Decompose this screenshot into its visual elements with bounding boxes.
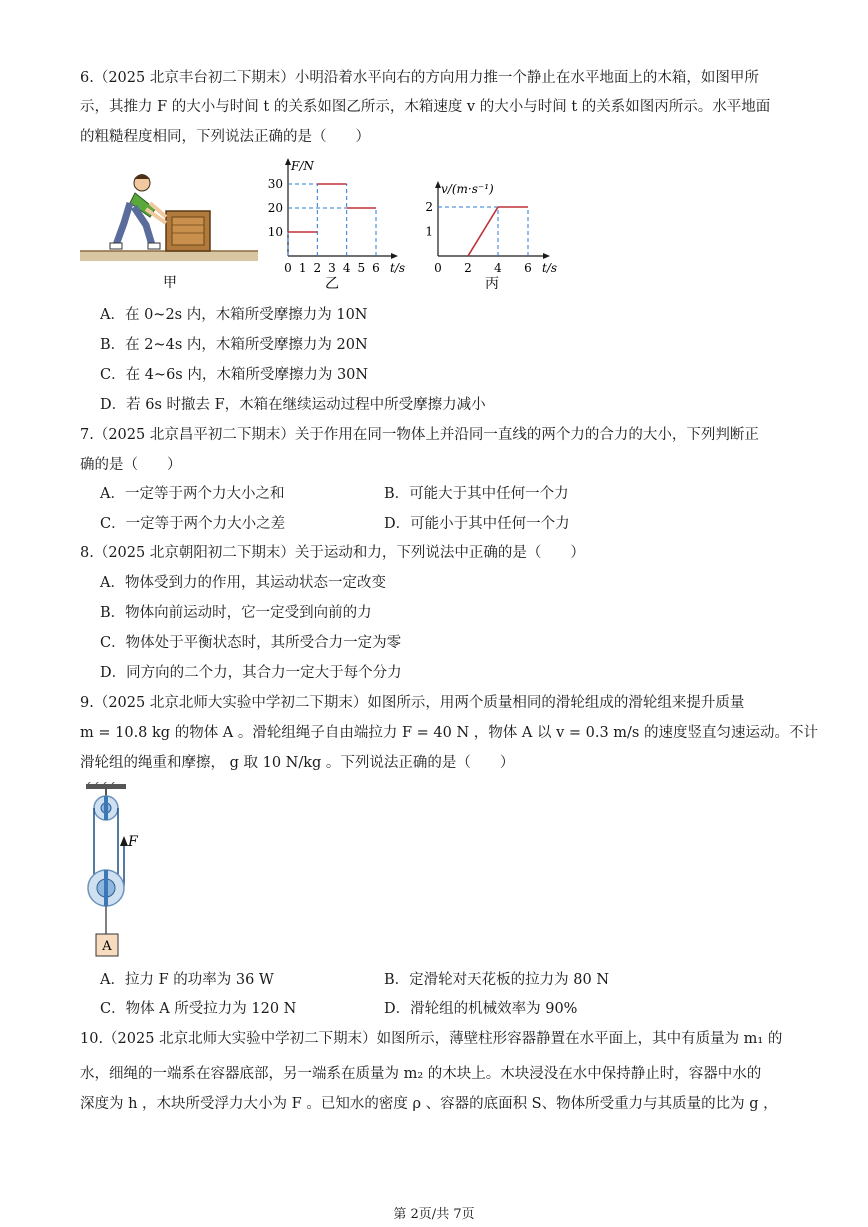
q10-stem-line3: 深度为 h ，木块所受浮力大小为 F 。已知水的密度 ρ 、容器的底面积 S、物体所受重力与其质量的比为 g ， (80, 1096, 778, 1112)
force-time-graph (262, 152, 422, 292)
q8-stem-line1: 8.（2025 北京朝阳初二下期末）关于运动和力，下列说法中正确的是（ ） (80, 545, 585, 561)
q6-stem-line1: 6.（2025 北京丰台初二下期末）小明沿着水平向右的方向用力推一个静止在水平地面上的木箱，如图甲所 (80, 70, 759, 86)
y-axis-label: v/(m·s⁻¹) (441, 182, 494, 196)
fixed-pulley-icon (94, 796, 118, 820)
y-axis-label: F/N (291, 159, 314, 173)
x-tick-label: 2 (464, 261, 472, 275)
q8-option-c[interactable]: C．物体处于平衡状态时，其所受合力一定为零 (100, 635, 402, 651)
x-tick-label: 0 (434, 261, 442, 275)
ceiling (86, 784, 126, 789)
q7-stem-line2: 确的是（ ） (80, 457, 182, 473)
x-tick-label: 6 (524, 261, 532, 275)
x-tick-label: 3 (328, 261, 336, 275)
y-tick-label: 20 (267, 201, 283, 215)
q7-option-b[interactable]: B．可能大于其中任何一个力 (384, 486, 569, 502)
q6-option-d[interactable]: D．若 6s 时撤去 F，木箱在继续运动过程中所受摩擦力减小 (100, 397, 486, 413)
q8-option-d[interactable]: D．同方向的二个力，其合力一定大于每个分力 (100, 665, 402, 681)
page-footer: 第 2页/共 7页 (393, 1207, 475, 1222)
q8-option-a[interactable]: A．物体受到力的作用，其运动状态一定改变 (100, 575, 386, 591)
ground (80, 251, 258, 261)
x-tick-label: 0 (284, 261, 292, 275)
fig-label-a: 甲 (163, 275, 177, 290)
q10-stem-line2: 水，细绳的一端系在容器底部，另一端系在质量为 m₂ 的木块上。木块浸没在水中保持静止时，容器中水的 (80, 1066, 762, 1082)
q9-stem-line1: 9.（2025 北京北师大实验中学初二下期末）如图所示，用两个质量相同的滑轮组成的滑轮组来提升质量 (80, 695, 745, 711)
q9-option-d[interactable]: D．滑轮组的机械效率为 90% (384, 1001, 578, 1017)
q9-stem-line2: m = 10.8 kg 的物体 A 。滑轮组绳子自由端拉力 F = 40 N ，物体 A 以 v = 0.3 m/s 的速度竖直匀速运动。不计 (80, 725, 818, 741)
fig-label-b: 乙 (325, 276, 339, 292)
q7-option-c[interactable]: C．一定等于两个力大小之差 (100, 516, 286, 532)
y-tick-label: 1 (425, 224, 433, 239)
series-segment (468, 207, 498, 256)
velocity-time-graph (418, 152, 568, 292)
q9-option-b[interactable]: B．定滑轮对天花板的拉力为 80 N (384, 972, 610, 988)
movable-pulley-icon (88, 870, 124, 906)
q6-option-a[interactable]: A．在 0~2s 内，木箱所受摩擦力为 10N (100, 307, 368, 323)
q8-option-b[interactable]: B．物体向前运动时，它一定受到向前的力 (100, 605, 372, 621)
x-tick-label: 6 (372, 261, 380, 275)
x-tick-label: 4 (494, 261, 502, 275)
q6-stem-line2: 示，其推力 F 的大小与时间 t 的关系如图乙所示，木箱速度 v 的大小与时间 t 的关系如图丙所示。水平地面 (80, 99, 771, 115)
boy-icon (110, 174, 166, 249)
x-axis-label: t/s (390, 261, 406, 275)
q9-option-c[interactable]: C．物体 A 所受拉力为 120 N (100, 1001, 297, 1017)
x-tick-label: 4 (342, 261, 351, 275)
q9-option-a[interactable]: A．拉力 F 的功率为 36 W (100, 972, 274, 988)
x-axis-arrow-icon (391, 253, 398, 259)
x-tick-label: 1 (298, 261, 307, 275)
x-axis-label: t/s (542, 261, 558, 275)
q7-option-a[interactable]: A．一定等于两个力大小之和 (100, 486, 285, 502)
q6-option-b[interactable]: B．在 2~4s 内，木箱所受摩擦力为 20N (100, 337, 368, 353)
q9-stem-line3: 滑轮组的绳重和摩擦， g 取 10 N/kg 。下列说法正确的是（ ） (80, 755, 515, 771)
q6-option-c[interactable]: C．在 4~6s 内，木箱所受摩擦力为 30N (100, 367, 369, 383)
q7-stem-line1: 7.（2025 北京昌平初二下期末）关于作用在同一物体上并沿同一直线的两个力的合力的大小，下列判断正 (80, 427, 759, 443)
arrow-up-icon (120, 836, 128, 846)
y-tick-label: 30 (267, 177, 283, 191)
x-tick-label: 5 (357, 261, 366, 275)
fig-label-c: 丙 (485, 276, 499, 292)
y-tick-label: 10 (267, 225, 283, 239)
q10-stem-line1: 10.（2025 北京北师大实验中学初二下期末）如图所示，薄壁柱形容器静置在水平面上，其中有质量为 m₁ 的 (80, 1031, 783, 1047)
block-a-label: A (102, 939, 112, 954)
x-axis-arrow-icon (543, 253, 550, 259)
pulley-system-figure (78, 782, 158, 962)
q7-option-d[interactable]: D．可能小于其中任何一个力 (384, 516, 570, 532)
y-tick-label: 2 (425, 200, 433, 214)
boy-pushing-box-figure (80, 165, 260, 290)
x-tick-label: 2 (313, 261, 322, 275)
q6-stem-line3: 的粗糙程度相同，下列说法正确的是（ ） (80, 129, 370, 145)
force-label: F (128, 834, 138, 850)
